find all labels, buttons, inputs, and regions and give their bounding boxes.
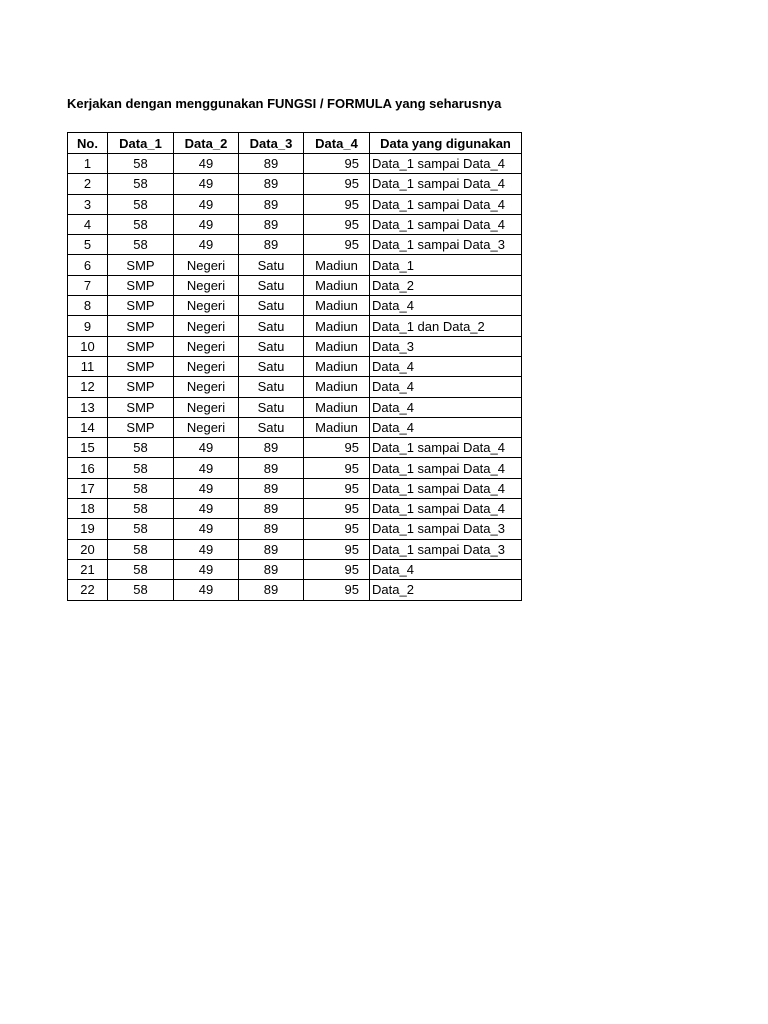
cell-no[interactable]: 21 [68, 559, 108, 579]
cell-no[interactable]: 20 [68, 539, 108, 559]
table-row [68, 499, 522, 519]
cell-data-used[interactable]: Data_4 [370, 559, 522, 579]
cell-no[interactable]: 12 [68, 377, 108, 397]
cell-data-2[interactable]: 49 [174, 559, 239, 579]
data-table [67, 132, 522, 601]
cell-data-3[interactable]: Satu [239, 417, 304, 437]
cell-no[interactable]: 5 [68, 235, 108, 255]
cell-data-4[interactable]: 95 [304, 214, 370, 234]
cell-data-1[interactable]: 58 [108, 499, 174, 519]
cell-data-used[interactable]: Data_1 sampai Data_4 [370, 499, 522, 519]
cell-no[interactable]: 10 [68, 336, 108, 356]
instruction-container [67, 94, 520, 114]
cell-data-3[interactable]: Satu [239, 296, 304, 316]
cell-no[interactable]: 6 [68, 255, 108, 275]
cell-data-2[interactable]: Negeri [174, 255, 239, 275]
cell-data-2[interactable]: 49 [174, 174, 239, 194]
cell-data-1[interactable]: 58 [108, 174, 174, 194]
cell-data-2[interactable]: 49 [174, 154, 239, 174]
cell-data-used[interactable]: Data_1 sampai Data_3 [370, 539, 522, 559]
table-row [68, 235, 522, 255]
cell-data-4[interactable]: 95 [304, 174, 370, 194]
cell-data-used[interactable]: Data_1 sampai Data_4 [370, 154, 522, 174]
cell-data-1[interactable]: 58 [108, 214, 174, 234]
cell-data-1[interactable]: SMP [108, 336, 174, 356]
cell-data-used[interactable]: Data_1 [370, 255, 522, 275]
cell-data-used[interactable]: Data_1 sampai Data_4 [370, 438, 522, 458]
cell-data-2[interactable]: Negeri [174, 417, 239, 437]
table-row [68, 275, 522, 295]
cell-data-1[interactable]: 58 [108, 580, 174, 600]
cell-no[interactable]: 13 [68, 397, 108, 417]
table-row [68, 438, 522, 458]
cell-data-4[interactable]: Madiun [304, 417, 370, 437]
cell-no[interactable]: 11 [68, 356, 108, 376]
cell-data-3[interactable]: 89 [239, 194, 304, 214]
cell-data-1[interactable]: 58 [108, 559, 174, 579]
cell-data-used[interactable]: Data_1 sampai Data_4 [370, 458, 522, 478]
cell-data-4[interactable]: Madiun [304, 296, 370, 316]
cell-data-3[interactable]: 89 [239, 174, 304, 194]
cell-data-4[interactable]: Madiun [304, 356, 370, 376]
cell-no[interactable]: 17 [68, 478, 108, 498]
header-no[interactable]: No. [68, 133, 108, 154]
cell-data-used[interactable]: Data_4 [370, 397, 522, 417]
cell-data-2[interactable]: Negeri [174, 336, 239, 356]
cell-data-3[interactable]: 89 [239, 154, 304, 174]
table-row [68, 377, 522, 397]
cell-data-3[interactable]: Satu [239, 356, 304, 376]
cell-data-4[interactable]: 95 [304, 438, 370, 458]
cell-data-4[interactable]: 95 [304, 194, 370, 214]
cell-data-1[interactable]: 58 [108, 235, 174, 255]
cell-data-3[interactable]: 89 [239, 519, 304, 539]
table-row [68, 194, 522, 214]
cell-data-3[interactable]: Satu [239, 397, 304, 417]
header-row [68, 133, 522, 154]
cell-data-1[interactable]: 58 [108, 478, 174, 498]
cell-data-4[interactable]: 95 [304, 559, 370, 579]
table-row [68, 539, 522, 559]
cell-data-3[interactable]: 89 [239, 539, 304, 559]
cell-data-4[interactable]: 95 [304, 478, 370, 498]
table-row [68, 174, 522, 194]
table-row [68, 214, 522, 234]
cell-no[interactable]: 19 [68, 519, 108, 539]
cell-data-used[interactable]: Data_2 [370, 580, 522, 600]
cell-data-3[interactable]: 89 [239, 478, 304, 498]
cell-data-2[interactable]: 49 [174, 235, 239, 255]
cell-data-4[interactable]: Madiun [304, 397, 370, 417]
table-row [68, 478, 522, 498]
cell-data-2[interactable]: Negeri [174, 356, 239, 376]
cell-data-used[interactable]: Data_1 sampai Data_4 [370, 174, 522, 194]
cell-data-2[interactable]: 49 [174, 478, 239, 498]
cell-data-2[interactable]: Negeri [174, 377, 239, 397]
cell-no[interactable]: 22 [68, 580, 108, 600]
cell-no[interactable]: 15 [68, 438, 108, 458]
cell-no[interactable]: 3 [68, 194, 108, 214]
cell-data-2[interactable]: 49 [174, 499, 239, 519]
cell-data-used[interactable]: Data_1 sampai Data_4 [370, 214, 522, 234]
cell-no[interactable]: 16 [68, 458, 108, 478]
cell-data-4[interactable]: 95 [304, 539, 370, 559]
cell-data-used[interactable]: Data_1 dan Data_2 [370, 316, 522, 336]
table-row [68, 519, 522, 539]
cell-data-3[interactable]: 89 [239, 214, 304, 234]
header-data-2[interactable]: Data_2 [174, 133, 239, 154]
cell-data-4[interactable]: Madiun [304, 275, 370, 295]
table-row [68, 255, 522, 275]
cell-data-2[interactable]: 49 [174, 580, 239, 600]
cell-data-2[interactable]: 49 [174, 438, 239, 458]
cell-data-4[interactable]: 95 [304, 519, 370, 539]
table-row [68, 296, 522, 316]
table-row [68, 316, 522, 336]
cell-no[interactable]: 4 [68, 214, 108, 234]
cell-data-1[interactable]: SMP [108, 417, 174, 437]
cell-data-2[interactable]: Negeri [174, 397, 239, 417]
cell-no[interactable]: 2 [68, 174, 108, 194]
cell-data-1[interactable]: 58 [108, 154, 174, 174]
cell-data-used[interactable]: Data_4 [370, 377, 522, 397]
cell-data-1[interactable]: SMP [108, 316, 174, 336]
cell-data-1[interactable]: SMP [108, 296, 174, 316]
cell-data-2[interactable]: Negeri [174, 316, 239, 336]
instruction-text: Kerjakan dengan menggunakan FUNGSI / FORMULA yang seharusnya [67, 96, 502, 111]
cell-data-2[interactable]: 49 [174, 539, 239, 559]
cell-data-4[interactable]: 95 [304, 580, 370, 600]
cell-data-used[interactable]: Data_1 sampai Data_3 [370, 235, 522, 255]
table-row [68, 356, 522, 376]
cell-data-1[interactable]: 58 [108, 194, 174, 214]
cell-data-3[interactable]: Satu [239, 377, 304, 397]
cell-data-4[interactable]: Madiun [304, 255, 370, 275]
cell-data-4[interactable]: Madiun [304, 336, 370, 356]
cell-data-used[interactable]: Data_2 [370, 275, 522, 295]
cell-no[interactable]: 8 [68, 296, 108, 316]
table-row [68, 417, 522, 437]
cell-data-4[interactable]: 95 [304, 458, 370, 478]
table-row [68, 458, 522, 478]
cell-data-used[interactable]: Data_1 sampai Data_4 [370, 194, 522, 214]
cell-data-1[interactable]: SMP [108, 275, 174, 295]
table-row [68, 336, 522, 356]
cell-data-4[interactable]: 95 [304, 154, 370, 174]
cell-data-2[interactable]: Negeri [174, 275, 239, 295]
cell-data-3[interactable]: 89 [239, 458, 304, 478]
header-data-1[interactable]: Data_1 [108, 133, 174, 154]
header-data-4[interactable]: Data_4 [304, 133, 370, 154]
cell-no[interactable]: 18 [68, 499, 108, 519]
cell-data-3[interactable]: Satu [239, 275, 304, 295]
table-row [68, 397, 522, 417]
cell-data-3[interactable]: 89 [239, 559, 304, 579]
cell-data-3[interactable]: Satu [239, 255, 304, 275]
cell-data-1[interactable]: 58 [108, 458, 174, 478]
cell-data-used[interactable]: Data_3 [370, 336, 522, 356]
cell-data-1[interactable]: SMP [108, 356, 174, 376]
cell-data-3[interactable]: 89 [239, 235, 304, 255]
cell-data-4[interactable]: Madiun [304, 316, 370, 336]
table-row [68, 154, 522, 174]
cell-data-2[interactable]: 49 [174, 194, 239, 214]
cell-data-2[interactable]: 49 [174, 519, 239, 539]
cell-data-2[interactable]: 49 [174, 214, 239, 234]
cell-data-2[interactable]: 49 [174, 458, 239, 478]
header-data-3[interactable]: Data_3 [239, 133, 304, 154]
cell-data-3[interactable]: Satu [239, 316, 304, 336]
cell-data-1[interactable]: 58 [108, 539, 174, 559]
cell-data-used[interactable]: Data_4 [370, 417, 522, 437]
cell-data-used[interactable]: Data_1 sampai Data_4 [370, 478, 522, 498]
cell-data-3[interactable]: 89 [239, 438, 304, 458]
cell-data-3[interactable]: Satu [239, 336, 304, 356]
cell-data-3[interactable]: 89 [239, 580, 304, 600]
cell-no[interactable]: 1 [68, 154, 108, 174]
cell-data-1[interactable]: SMP [108, 255, 174, 275]
table-row [68, 559, 522, 579]
cell-no[interactable]: 14 [68, 417, 108, 437]
cell-data-4[interactable]: 95 [304, 235, 370, 255]
cell-data-2[interactable]: Negeri [174, 296, 239, 316]
cell-no[interactable]: 7 [68, 275, 108, 295]
cell-data-used[interactable]: Data_4 [370, 296, 522, 316]
cell-data-1[interactable]: 58 [108, 438, 174, 458]
cell-data-1[interactable]: 58 [108, 519, 174, 539]
cell-data-used[interactable]: Data_4 [370, 356, 522, 376]
cell-data-3[interactable]: 89 [239, 499, 304, 519]
cell-data-1[interactable]: SMP [108, 397, 174, 417]
cell-data-1[interactable]: SMP [108, 377, 174, 397]
cell-data-4[interactable]: Madiun [304, 377, 370, 397]
table-body [68, 154, 522, 601]
cell-data-used[interactable]: Data_1 sampai Data_3 [370, 519, 522, 539]
table-row [68, 580, 522, 600]
header-data-used[interactable]: Data yang digunakan [370, 133, 522, 154]
cell-data-4[interactable]: 95 [304, 499, 370, 519]
cell-no[interactable]: 9 [68, 316, 108, 336]
